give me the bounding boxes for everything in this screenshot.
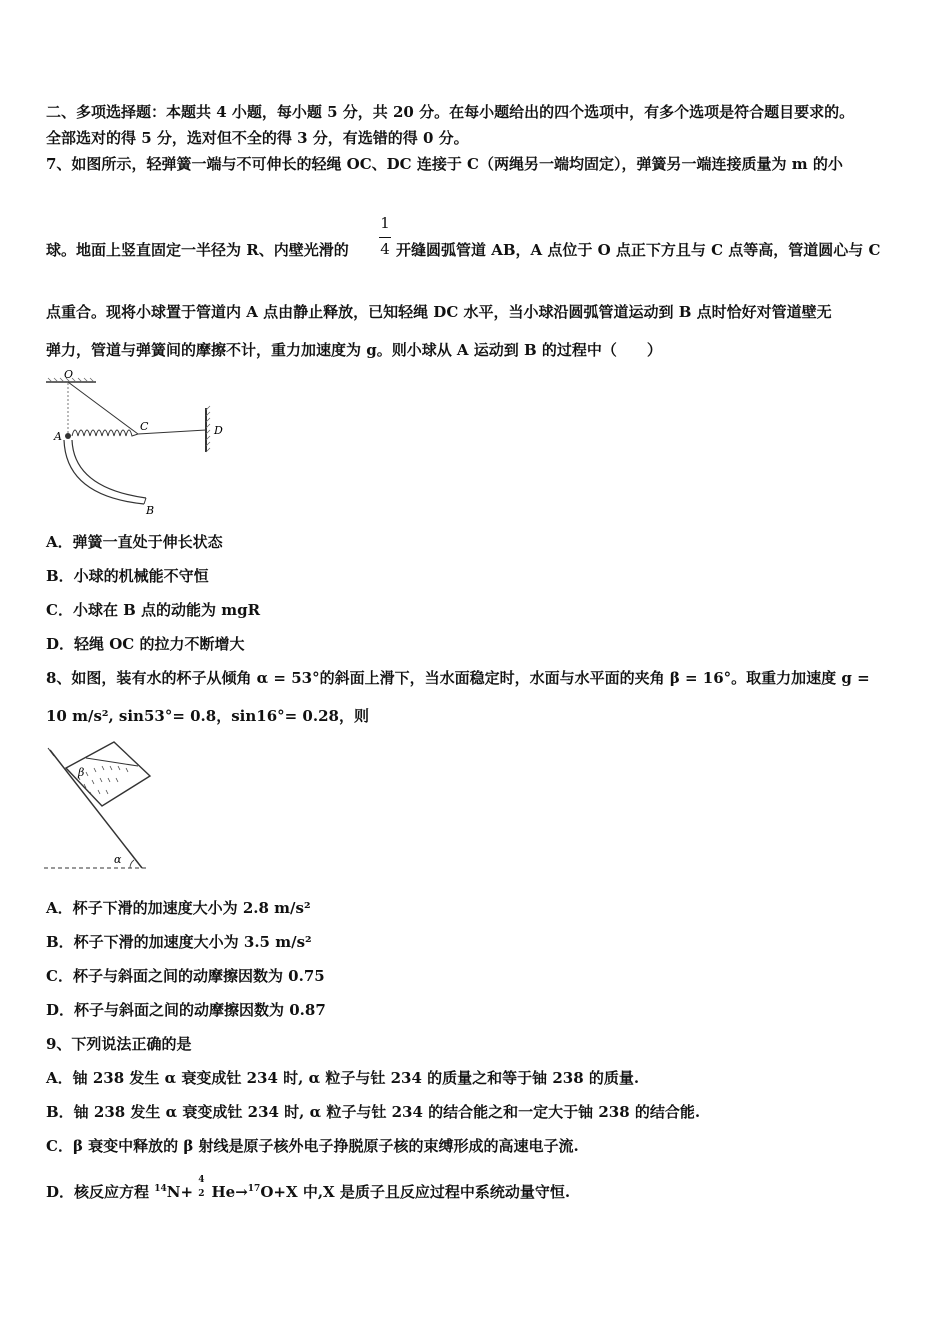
q8-option-b: B．杯子下滑的加速度大小为 3.5 m/s² [46,933,312,951]
q9-option-d-suffix: O+X 中,X 是质子且反应过程中系统动量守恒. [260,1183,571,1201]
q9-option-a: A．铀 238 发生 α 衰变成钍 234 时, α 粒子与钍 234 的质量之和等于铀 238 的质量. [46,1069,640,1087]
q7-option-b: B．小球的机械能不守恒 [46,567,209,585]
q9-option-d-prefix: D．核反应方程 [46,1183,155,1201]
q7-label-b: B [146,504,155,516]
q7-label-a: A [54,430,62,443]
q8-label-alpha: α [114,853,122,866]
section-heading-line1: 二、多项选择题：本题共 4 小题，每小题 5 分，共 20 分。在每小题给出的四个选项中，有多个选项是符合题目要求的。 [46,103,855,121]
q9-option-d-he: He→ [206,1183,248,1201]
q9-option-d-he-nuclide [198,1175,206,1202]
q7-stem-line2a: 球。地面上竖直固定一半径为 R、内壁光滑的 [46,241,349,259]
q7-label-d: D [214,424,223,437]
q9-option-d-o-mass: 17 [247,1184,261,1194]
q8-option-d: D．杯子与斜面之间的动摩擦因数为 0.87 [46,1001,326,1019]
q9-option-d-n: N+ [166,1183,199,1201]
q7-fraction-bar [379,237,391,238]
q7-label-c: C [140,420,149,433]
q7-fraction-denominator: 4 [380,240,390,258]
q7-stem-line1: 7、如图所示，轻弹簧一端与不可伸长的轻绳 OC、DC 连接于 C（两绳另一端均固定），弹簧另一端连接质量为 m 的小 [46,155,843,173]
q8-figure-cup-incline [42,736,162,874]
q9-stem: 9、下列说法正确的是 [46,1035,192,1053]
q7-option-a: A．弹簧一直处于伸长状态 [46,533,223,551]
q9-option-d-n-mass: 14 [154,1184,167,1194]
q7-label-o: O [64,368,74,381]
q7-figure-spring-tube [44,368,234,516]
q8-label-beta: β [78,766,85,779]
q7-option-c: C．小球在 B 点的动能为 mgR [46,601,261,619]
q8-option-a: A．杯子下滑的加速度大小为 2.8 m/s² [46,899,311,917]
q7-stem-line2b: 开缝圆弧管道 AB，A 点位于 O 点正下方且与 C 点等高，管道圆心与 C [396,241,881,259]
q7-option-d: D．轻绳 OC 的拉力不断增大 [46,635,245,653]
q8-stem-line1: 8、如图，装有水的杯子从倾角 α = 53°的斜面上滑下，当水面稳定时，水面与水平面的夹角 β = 16°。取重力加速度 g = [46,669,870,687]
q9-option-d-he-z: 2 [198,1189,205,1199]
q8-option-c: C．杯子与斜面之间的动摩擦因数为 0.75 [46,967,325,985]
q9-option-c: C．β 衰变中释放的 β 射线是原子核外电子挣脱原子核的束缚形成的高速电子流. [46,1137,579,1155]
q7-fraction-numerator: 1 [380,214,390,232]
q9-option-b: B．铀 238 发生 α 衰变成钍 234 时, α 粒子与钍 234 的结合能之和一定大于铀 238 的结合能. [46,1103,701,1121]
q9-option-d [46,1175,571,1205]
q8-stem-line2: 10 m/s², sin53°= 0.8，sin16°= 0.28，则 [46,707,369,725]
q7-stem-line3: 点重合。现将小球置于管道内 A 点由静止释放，已知轻绳 DC 水平，当小球沿圆弧管道运动到 B 点时恰好对管道壁无 [46,303,832,321]
q7-stem-line4: 弹力，管道与弹簧间的摩擦不计，重力加速度为 g。则小球从 A 运动到 B 的过程中（ ） [46,341,662,359]
section-heading-line2: 全部选对的得 5 分，选对但不全的得 3 分，有选错的得 0 分。 [46,129,469,147]
q9-option-d-he-mass: 4 [198,1175,205,1185]
